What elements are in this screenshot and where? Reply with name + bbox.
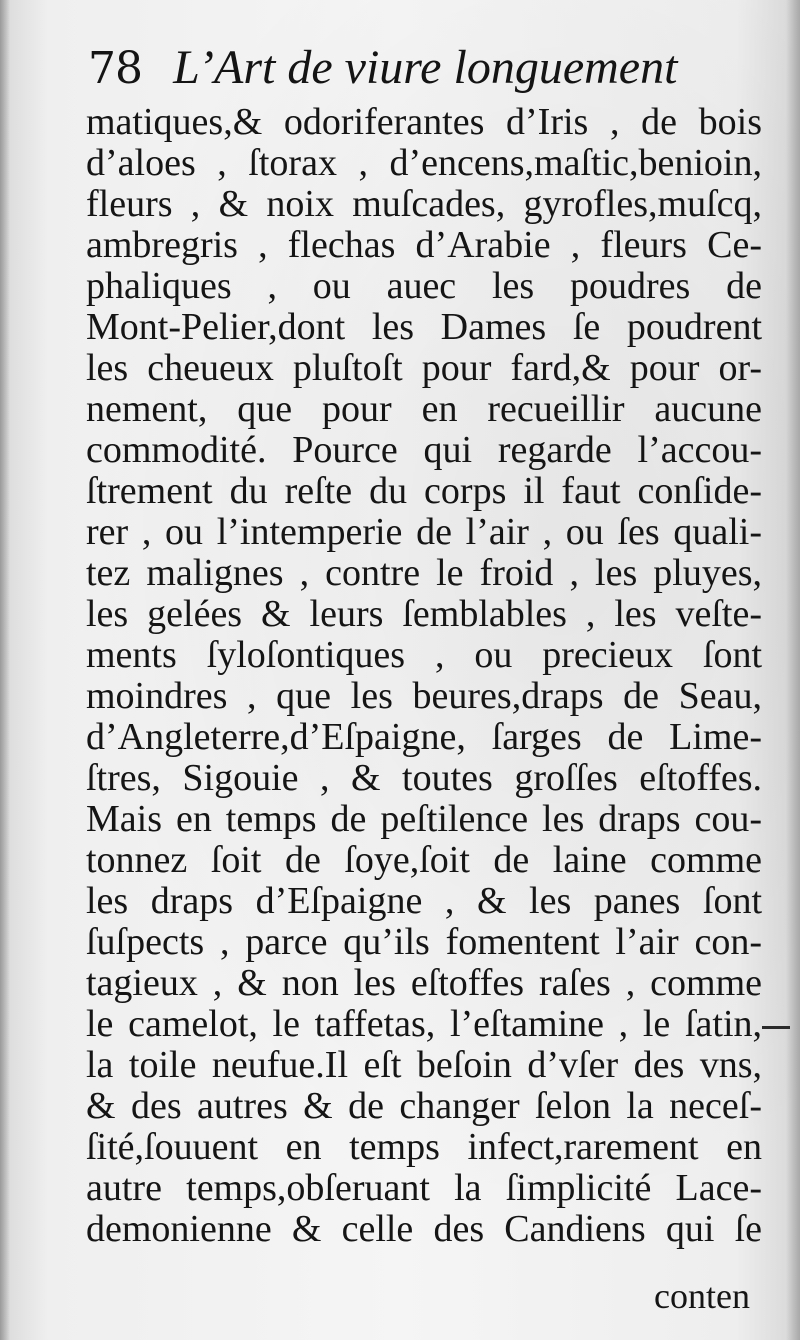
catchword: conten	[654, 1276, 750, 1316]
text-line: fleurs , & noix muſcades, gyrofles,muſcq,	[86, 183, 762, 225]
text-line: le camelot, le taffetas, l’eſtamine , le ſatin,	[86, 1003, 762, 1045]
text-line: moindres , que les beures,draps de Seau,	[86, 675, 762, 717]
text-line: Mont-Pelier,dont les Dames ſe poudrent	[86, 306, 762, 348]
text-line: tez malignes , contre le froid , les pluyes,	[86, 552, 762, 594]
text-line: ments ſyloſontiques , ou precieux ſont	[86, 634, 762, 676]
text-line: rer , ou l’intemperie de l’air , ou ſes quali-	[86, 511, 762, 553]
text-line: ambregris , flechas d’Arabie , fleurs Ce-	[86, 224, 762, 266]
text-line: matiques,& odoriferantes d’Iris , de bois	[86, 101, 762, 143]
text-line: nement, que pour en recueillir aucune	[86, 388, 762, 430]
text-line: & des autres & de changer ſelon la neceſ-	[86, 1085, 762, 1127]
text-line: ſuſpects , parce qu’ils fomentent l’air con-	[86, 921, 762, 963]
text-line: d’aloes , ſtorax , d’encens,maſtic,benioin,	[86, 142, 762, 184]
text-line: la toile neufue.Il eſt beſoin d’vſer des vns,	[86, 1044, 762, 1086]
text-line: tonnez ſoit de ſoye,ſoit de laine comme	[86, 839, 762, 881]
page-number: 78	[88, 43, 142, 94]
margin-dash-mark	[762, 1026, 790, 1029]
text-line: autre temps,obſeruant la ſimplicité Lace-	[86, 1167, 762, 1209]
text-line: demonienne & celle des Candiens qui ſe	[86, 1208, 762, 1250]
body-text	[86, 102, 762, 1250]
text-line: d’Angleterre,d’Eſpaigne, ſarges de Lime-	[86, 716, 762, 758]
text-line: Mais en temps de peſtilence les draps cou-	[86, 798, 762, 840]
text-line: phaliques , ou auec les poudres de	[86, 265, 762, 307]
text-line: ſtres, Sigouie , & toutes groſſes eſtoffes.	[86, 757, 762, 799]
page-right-edge-shadow	[786, 0, 800, 1340]
running-head	[88, 40, 728, 110]
text-line: tagieux , & non les eſtoffes raſes , comme	[86, 962, 762, 1004]
text-line: les cheueux pluſtoſt pour fard,& pour or-	[86, 347, 762, 389]
page-left-edge-shadow	[0, 0, 10, 1340]
text-line: ſtrement du reſte du corps il faut conſide-	[86, 470, 762, 512]
text-line: commodité. Pource qui regarde l’accou-	[86, 429, 762, 471]
text-line: ſité,ſouuent en temps infect,rarement en	[86, 1126, 762, 1168]
running-title: L’Art de viure longuement	[173, 41, 678, 94]
text-line: les draps d’Eſpaigne , & les panes ſont	[86, 880, 762, 922]
text-line: les gelées & leurs ſemblables , les veſte-	[86, 593, 762, 635]
